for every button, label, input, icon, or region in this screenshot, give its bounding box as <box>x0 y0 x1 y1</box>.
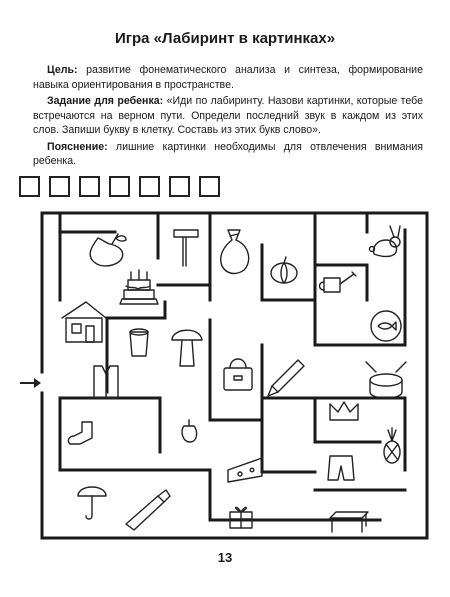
rabbit-icon <box>370 226 401 256</box>
pear-icon <box>90 234 126 266</box>
entry-arrow-icon <box>20 378 41 388</box>
pencil-icon <box>268 360 304 396</box>
page-number: 13 <box>217 550 233 565</box>
sack-icon <box>221 230 249 273</box>
watering-can-icon <box>320 272 357 292</box>
note-text: лишние картинки необходимы для отвлечения внимания ребенка. <box>33 140 423 167</box>
handbag-icon <box>224 359 252 390</box>
goal-label: Цель: <box>47 64 78 76</box>
task-text: «Иди по лабиринту. Назови картинки, которые тебе встречаются на верном пути. Определи последний звук в каждом из этих слов. Запиши букву в клетку. Составь из этих букв слово». <box>33 95 423 136</box>
goal-text: развитие фонематического анализа и синтеза, формирование навыка ориентирования в пространстве. <box>33 64 423 91</box>
sock-icon <box>68 422 92 444</box>
table-icon <box>330 512 368 532</box>
mushroom-icon <box>172 330 202 366</box>
gift-icon <box>230 507 252 528</box>
pineapple-icon <box>384 428 400 463</box>
house-icon <box>62 302 106 342</box>
shorts-icon <box>328 456 354 480</box>
umbrella-icon <box>78 487 106 519</box>
note-label: Пояснение: <box>47 140 108 153</box>
cheese-icon <box>228 458 262 482</box>
cake-icon <box>120 270 158 304</box>
bell-pepper-icon <box>182 420 197 442</box>
pumpkin-icon <box>271 257 297 283</box>
task-label: Задание для ребенка: <box>47 95 164 107</box>
hammer-icon <box>174 230 198 266</box>
saw-icon <box>126 490 170 530</box>
bucket-icon <box>130 329 148 356</box>
drum-icon <box>366 362 406 398</box>
fishbowl-icon <box>371 311 401 341</box>
page-title: Игра «Лабиринт в картинках» <box>114 30 336 47</box>
crown-icon <box>330 402 358 420</box>
